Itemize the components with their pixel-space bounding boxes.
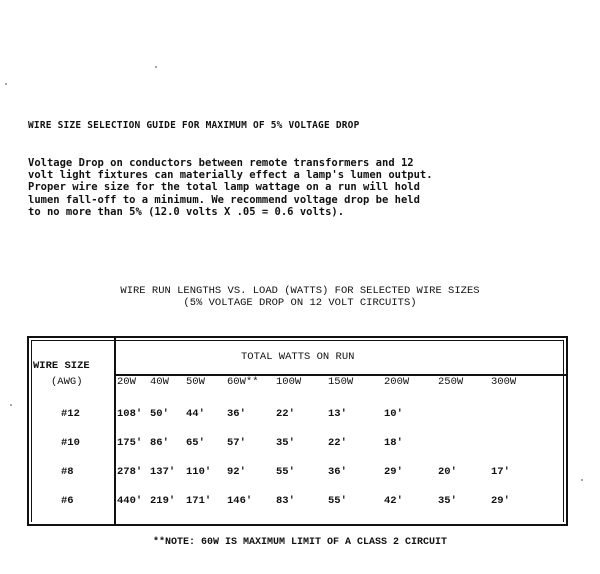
wire-run-table bbox=[27, 336, 568, 526]
run-length-cell: 55' bbox=[276, 466, 295, 478]
run-length-cell: 83' bbox=[276, 495, 295, 507]
scan-speck bbox=[10, 404, 12, 406]
run-length-cell: 57' bbox=[227, 437, 246, 449]
wire-size-cell: #6 bbox=[61, 495, 74, 507]
voltage-drop-paragraph bbox=[28, 157, 588, 218]
column-header: 50W bbox=[186, 376, 205, 388]
column-header: 20W bbox=[117, 376, 136, 388]
run-length-cell: 137' bbox=[150, 466, 176, 478]
class2-note: **NOTE: 60W IS MAXIMUM LIMIT OF A CLASS 2 CIRCUIT bbox=[152, 537, 448, 548]
run-length-cell: 55' bbox=[328, 495, 347, 507]
run-length-cell: 92' bbox=[227, 466, 246, 478]
run-length-cell: 36' bbox=[227, 408, 246, 420]
table-inner-border bbox=[31, 340, 564, 522]
awg-header: (AWG) bbox=[51, 376, 83, 388]
paragraph-line: to no more than 5% (12.0 volts X .05 = 0.6 volts). bbox=[28, 205, 345, 218]
run-length-cell: 17' bbox=[491, 466, 510, 478]
run-length-cell: 35' bbox=[438, 495, 457, 507]
paragraph-line: volt light fixtures can materially effect a lamp's lumen output. bbox=[28, 169, 433, 182]
paragraph-line: Proper wire size for the total lamp wattage on a run will hold bbox=[28, 181, 420, 194]
run-length-cell: 219' bbox=[150, 495, 176, 507]
guide-heading: WIRE SIZE SELECTION GUIDE FOR MAXIMUM OF 5% VOLTAGE DROP bbox=[28, 120, 360, 131]
run-length-cell: 175' bbox=[117, 437, 143, 449]
run-length-cell: 10' bbox=[384, 408, 403, 420]
column-header: 100W bbox=[276, 376, 302, 388]
run-length-cell: 44' bbox=[186, 408, 205, 420]
run-length-cell: 146' bbox=[227, 495, 253, 507]
run-length-cell: 50' bbox=[150, 408, 169, 420]
column-header: 150W bbox=[328, 376, 354, 388]
wire-size-cell: #8 bbox=[61, 466, 74, 478]
wire-size-column-divider bbox=[114, 338, 116, 524]
run-length-cell: 35' bbox=[276, 437, 295, 449]
table-title bbox=[0, 285, 600, 309]
wire-size-cell: #12 bbox=[61, 408, 80, 420]
table-subtitle-line: (5% VOLTAGE DROP ON 12 VOLT CIRCUITS) bbox=[183, 297, 417, 309]
wire-size-header: WIRE SIZE bbox=[33, 360, 90, 372]
run-length-cell: 65' bbox=[186, 437, 205, 449]
total-watts-header: TOTAL WATTS ON RUN bbox=[241, 351, 355, 363]
run-length-cell: 36' bbox=[328, 466, 347, 478]
run-length-cell: 20' bbox=[438, 466, 457, 478]
column-header: 250W bbox=[438, 376, 464, 388]
run-length-cell: 29' bbox=[491, 495, 510, 507]
run-length-cell: 440' bbox=[117, 495, 143, 507]
wire-size-cell: #10 bbox=[61, 437, 80, 449]
run-length-cell: 22' bbox=[328, 437, 347, 449]
run-length-cell: 110' bbox=[186, 466, 212, 478]
column-header: 40W bbox=[150, 376, 169, 388]
run-length-cell: 108' bbox=[117, 408, 143, 420]
run-length-cell: 13' bbox=[328, 408, 347, 420]
run-length-cell: 278' bbox=[117, 466, 143, 478]
scan-speck bbox=[581, 479, 583, 481]
run-length-cell: 18' bbox=[384, 437, 403, 449]
run-length-cell: 22' bbox=[276, 408, 295, 420]
column-header: 200W bbox=[384, 376, 410, 388]
scan-speck bbox=[155, 66, 157, 68]
scan-speck bbox=[5, 83, 7, 85]
paragraph-line: lumen fall-off to a minimum. We recommend voltage drop be held bbox=[28, 193, 420, 206]
column-header: 60W** bbox=[227, 376, 259, 388]
paragraph-line: Voltage Drop on conductors between remote transformers and 12 bbox=[28, 157, 414, 169]
run-length-cell: 171' bbox=[186, 495, 212, 507]
run-length-cell: 42' bbox=[384, 495, 403, 507]
column-header: 300W bbox=[491, 376, 517, 388]
run-length-cell: 86' bbox=[150, 437, 169, 449]
run-length-cell: 29' bbox=[384, 466, 403, 478]
table-title-line: WIRE RUN LENGTHS VS. LOAD (WATTS) FOR SELECTED WIRE SIZES bbox=[120, 285, 480, 297]
